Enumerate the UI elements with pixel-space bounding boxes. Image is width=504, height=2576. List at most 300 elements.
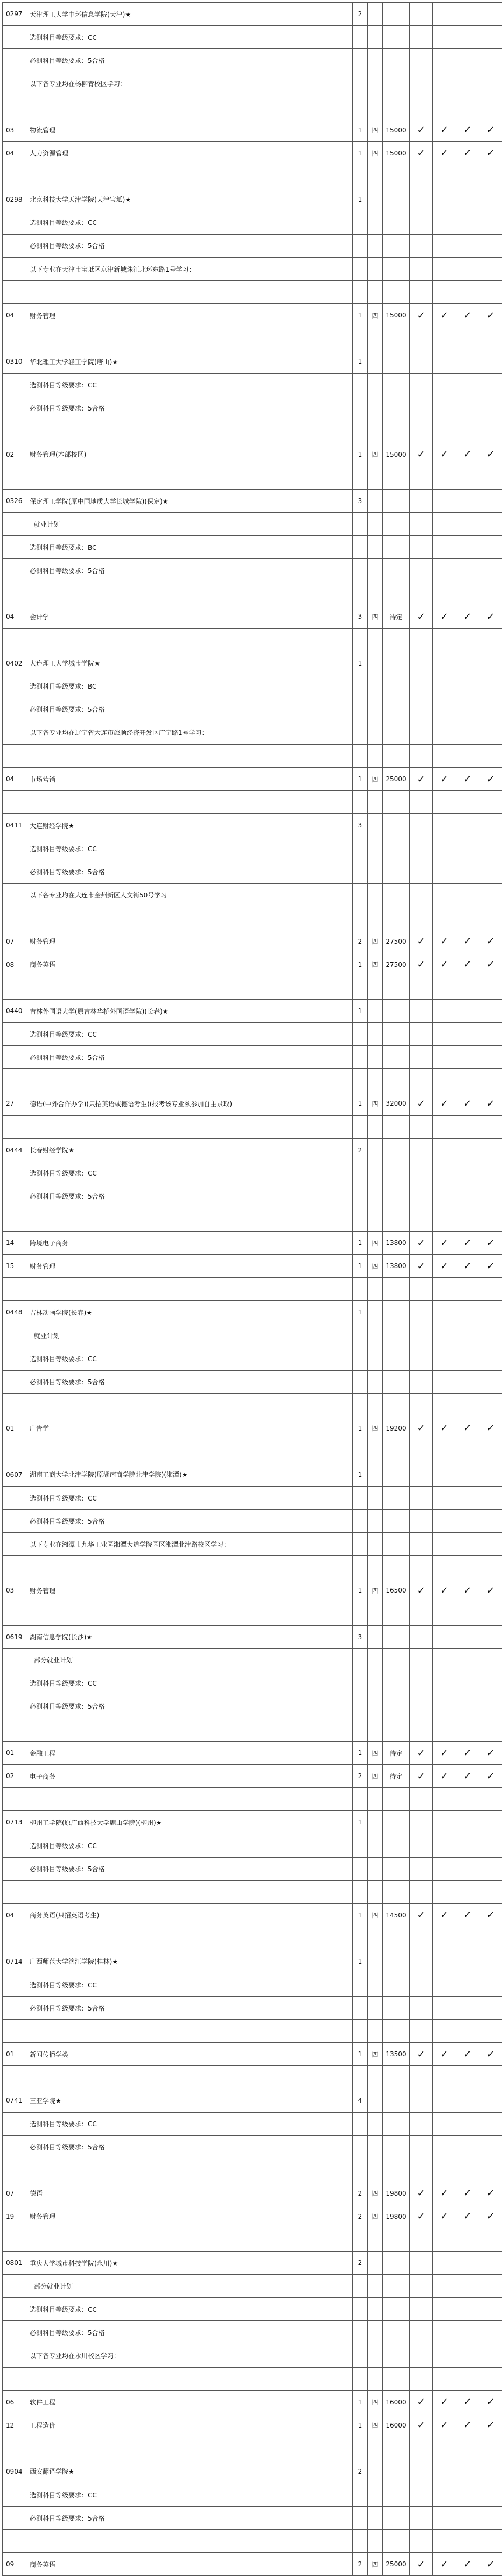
requirement-text: 选测科目等级要求：BC (26, 675, 353, 698)
major-tuition: 待定 (383, 1742, 410, 1765)
major-duration: 四 (368, 1765, 383, 1788)
school-name: 湖南工商大学北津学院(原湖南商学院北津学院)(湘潭)★ (26, 1463, 353, 1486)
check-mark: ✓ (410, 1092, 433, 1115)
check-mark: ✓ (479, 930, 502, 953)
school-name: 三亚学院★ (26, 2089, 353, 2112)
major-code: 03 (3, 1579, 26, 1602)
school-row (3, 2089, 502, 2112)
check-mark: ✓ (433, 2553, 456, 2576)
check-mark: ✓ (410, 605, 433, 628)
requirement-text: 以下各专业均在永川校区学习： (26, 2344, 353, 2367)
requirement-text: 以下专业在天津市宝坻区京津新城珠江北环东路1号学习： (26, 258, 353, 281)
requirement-row (3, 2112, 502, 2135)
requirement-row (3, 1510, 502, 1533)
requirement-text: 选测科目等级要求：CC (26, 837, 353, 860)
major-name: 软件工程 (26, 2390, 353, 2414)
check-mark: ✓ (456, 2414, 479, 2437)
requirement-row (3, 675, 502, 698)
major-code: 19 (3, 2205, 26, 2228)
check-mark: ✓ (433, 1579, 456, 1602)
check-mark: ✓ (456, 2043, 479, 2066)
school-row (3, 1950, 502, 1973)
spacer-row (3, 2159, 502, 2182)
major-row (3, 443, 502, 466)
major-code: 04 (3, 304, 26, 327)
requirement-text: 必测科目等级要求：5合格 (26, 698, 353, 721)
major-tuition: 待定 (383, 605, 410, 628)
major-code: 04 (3, 768, 26, 791)
requirement-row (3, 49, 502, 72)
check-mark: ✓ (456, 2205, 479, 2228)
check-mark: ✓ (410, 2182, 433, 2205)
major-duration: 四 (368, 2182, 383, 2205)
check-mark: ✓ (433, 1903, 456, 1927)
major-row (3, 1903, 502, 1927)
school-code: 0741 (3, 2089, 26, 2112)
school-row (3, 1625, 502, 1648)
major-name: 电子商务 (26, 1765, 353, 1788)
requirement-row (3, 1046, 502, 1069)
major-code: 04 (3, 1903, 26, 1927)
major-tuition: 13800 (383, 1231, 410, 1254)
requirement-row (3, 860, 502, 883)
major-row (3, 2390, 502, 2414)
major-tuition: 16000 (383, 2390, 410, 2414)
requirement-text: 必测科目等级要求：5合格 (26, 234, 353, 257)
school-name: 广西师范大学漓江学院(桂林)★ (26, 1950, 353, 1973)
major-code: 04 (3, 605, 26, 628)
spacer-row (3, 1556, 502, 1579)
major-duration: 四 (368, 768, 383, 791)
major-plan-count: 1 (353, 304, 368, 327)
major-tuition: 15000 (383, 118, 410, 141)
check-mark: ✓ (433, 605, 456, 628)
major-row (3, 2182, 502, 2205)
requirement-text: 必测科目等级要求：5合格 (26, 1510, 353, 1533)
check-mark: ✓ (456, 1903, 479, 1927)
major-plan-count: 3 (353, 605, 368, 628)
major-name: 财务管理 (26, 1255, 353, 1278)
check-mark: ✓ (456, 118, 479, 141)
requirement-row (3, 2507, 502, 2530)
major-duration: 四 (368, 953, 383, 976)
requirement-row (3, 211, 502, 234)
check-mark: ✓ (479, 2390, 502, 2414)
check-mark: ✓ (479, 141, 502, 165)
major-plan-count: 1 (353, 1742, 368, 1765)
major-plan-count: 1 (353, 1903, 368, 1927)
check-mark: ✓ (479, 1231, 502, 1254)
school-plan-count: 1 (353, 1000, 368, 1023)
requirement-row (3, 2483, 502, 2507)
school-row (3, 2252, 502, 2275)
check-mark: ✓ (479, 1742, 502, 1765)
requirement-text: 以下专业在湘潭市九华工业园湘潭大道学院园区湘潭北津路校区学习： (26, 1533, 353, 1556)
spacer-row (3, 95, 502, 118)
major-duration: 四 (368, 930, 383, 953)
check-mark: ✓ (456, 304, 479, 327)
check-mark: ✓ (433, 1255, 456, 1278)
school-name: 长春财经学院★ (26, 1138, 353, 1162)
spacer-row (3, 1440, 502, 1463)
spacer-row (3, 1788, 502, 1811)
school-name: 保定理工学院(原中国地质大学长城学院)(保定)★ (26, 489, 353, 512)
spacer-row (3, 791, 502, 814)
check-mark: ✓ (433, 2414, 456, 2437)
check-mark: ✓ (410, 2390, 433, 2414)
school-plan-count: 3 (353, 1625, 368, 1648)
school-row (3, 350, 502, 373)
major-duration: 四 (368, 2553, 383, 2576)
major-row (3, 1579, 502, 1602)
school-name: 北京科技大学天津学院(天津宝坻)★ (26, 188, 353, 211)
major-row (3, 1765, 502, 1788)
spacer-row (3, 582, 502, 605)
requirement-row (3, 2135, 502, 2159)
requirement-row (3, 2344, 502, 2367)
requirement-row (3, 258, 502, 281)
requirement-row (3, 1857, 502, 1880)
major-row (3, 953, 502, 976)
school-code: 0411 (3, 814, 26, 837)
check-mark: ✓ (433, 1742, 456, 1765)
major-code: 02 (3, 1765, 26, 1788)
school-name: 湖南信息学院(长沙)★ (26, 1625, 353, 1648)
check-mark: ✓ (456, 141, 479, 165)
school-row (3, 1463, 502, 1486)
spacer-row (3, 466, 502, 489)
major-code: 02 (3, 443, 26, 466)
check-mark: ✓ (433, 1417, 456, 1440)
check-mark: ✓ (433, 2182, 456, 2205)
check-mark: ✓ (433, 304, 456, 327)
spacer-row (3, 1880, 502, 1903)
major-row (3, 2553, 502, 2576)
check-mark: ✓ (479, 118, 502, 141)
major-row (3, 1231, 502, 1254)
school-code: 0904 (3, 2460, 26, 2483)
major-duration: 四 (368, 118, 383, 141)
school-code: 0448 (3, 1301, 26, 1324)
major-duration: 四 (368, 1417, 383, 1440)
plan-type-row (3, 2275, 502, 2298)
school-row (3, 3, 502, 26)
check-mark: ✓ (433, 768, 456, 791)
major-duration: 四 (368, 605, 383, 628)
school-plan-count: 1 (353, 350, 368, 373)
check-mark: ✓ (479, 2043, 502, 2066)
requirement-row (3, 1834, 502, 1857)
major-duration: 四 (368, 304, 383, 327)
requirement-text: 选测科目等级要求：CC (26, 1347, 353, 1370)
check-mark: ✓ (479, 2553, 502, 2576)
admission-plan-table (2, 2, 502, 2576)
major-row (3, 2414, 502, 2437)
major-duration: 四 (368, 1092, 383, 1115)
major-plan-count: 1 (353, 1255, 368, 1278)
major-tuition: 27500 (383, 953, 410, 976)
plan-type-row (3, 1648, 502, 1672)
requirement-text: 选测科目等级要求：CC (26, 1162, 353, 1185)
school-plan-count: 1 (353, 1463, 368, 1486)
major-plan-count: 2 (353, 2205, 368, 2228)
check-mark: ✓ (433, 953, 456, 976)
major-name: 商务英语(只招英语考生) (26, 1903, 353, 1927)
major-duration: 四 (368, 1579, 383, 1602)
check-mark: ✓ (410, 304, 433, 327)
school-row (3, 1000, 502, 1023)
school-code: 0619 (3, 1625, 26, 1648)
major-name: 金融工程 (26, 1742, 353, 1765)
check-mark: ✓ (456, 1765, 479, 1788)
spacer-row (3, 1278, 502, 1301)
major-code: 14 (3, 1231, 26, 1254)
spacer-row (3, 1069, 502, 1092)
requirement-text: 选测科目等级要求：CC (26, 373, 353, 397)
spacer-row (3, 1115, 502, 1138)
major-name: 财务管理 (26, 1579, 353, 1602)
check-mark: ✓ (433, 2205, 456, 2228)
school-code: 0440 (3, 1000, 26, 1023)
school-name: 柳州工学院(原广西科技大学鹿山学院)(柳州)★ (26, 1811, 353, 1834)
school-row (3, 2460, 502, 2483)
check-mark: ✓ (410, 1579, 433, 1602)
major-plan-count: 1 (353, 443, 368, 466)
school-row (3, 188, 502, 211)
school-plan-count: 1 (353, 1950, 368, 1973)
major-name: 德语(中外合作办学)(只招英语或德语考生)(报考该专业须参加自主录取) (26, 1092, 353, 1115)
check-mark: ✓ (479, 443, 502, 466)
spacer-row (3, 420, 502, 443)
requirement-row (3, 1672, 502, 1695)
check-mark: ✓ (456, 1742, 479, 1765)
check-mark: ✓ (410, 2205, 433, 2228)
requirement-text: 必测科目等级要求：5合格 (26, 1185, 353, 1208)
major-tuition: 19800 (383, 2205, 410, 2228)
check-mark: ✓ (433, 930, 456, 953)
major-duration: 四 (368, 2205, 383, 2228)
check-mark: ✓ (433, 118, 456, 141)
major-name: 财务管理 (26, 2205, 353, 2228)
school-code: 0801 (3, 2252, 26, 2275)
spacer-row (3, 1208, 502, 1231)
major-name: 人力资源管理 (26, 141, 353, 165)
check-mark: ✓ (433, 141, 456, 165)
check-mark: ✓ (479, 1417, 502, 1440)
requirement-row (3, 1997, 502, 2020)
major-code: 06 (3, 2390, 26, 2414)
school-row (3, 1811, 502, 1834)
requirement-row (3, 2298, 502, 2321)
school-code: 0402 (3, 652, 26, 675)
major-plan-count: 1 (353, 118, 368, 141)
check-mark: ✓ (410, 1903, 433, 1927)
requirement-row (3, 1695, 502, 1718)
major-plan-count: 1 (353, 2043, 368, 2066)
school-code: 0310 (3, 350, 26, 373)
requirement-row (3, 1533, 502, 1556)
requirement-row (3, 1487, 502, 1510)
spacer-row (3, 2437, 502, 2460)
major-duration: 四 (368, 2390, 383, 2414)
major-tuition: 25000 (383, 2553, 410, 2576)
requirement-row (3, 373, 502, 397)
major-duration: 四 (368, 2414, 383, 2437)
spacer-row (3, 2530, 502, 2553)
major-row (3, 141, 502, 165)
major-row (3, 1092, 502, 1115)
requirement-text: 以下各专业均在杨柳青校区学习： (26, 72, 353, 95)
check-mark: ✓ (479, 2205, 502, 2228)
major-plan-count: 1 (353, 2414, 368, 2437)
school-code: 0444 (3, 1138, 26, 1162)
major-plan-count: 1 (353, 1579, 368, 1602)
major-code: 03 (3, 118, 26, 141)
major-name: 德语 (26, 2182, 353, 2205)
major-plan-count: 1 (353, 1231, 368, 1254)
check-mark: ✓ (410, 930, 433, 953)
check-mark: ✓ (456, 1579, 479, 1602)
school-name: 重庆大学城市科技学院(永川)★ (26, 2252, 353, 2275)
requirement-row (3, 536, 502, 559)
school-name: 大连理工大学城市学院★ (26, 652, 353, 675)
check-mark: ✓ (410, 1231, 433, 1254)
major-plan-count: 1 (353, 2390, 368, 2414)
major-row (3, 768, 502, 791)
plan-type-row (3, 513, 502, 536)
major-tuition: 19800 (383, 2182, 410, 2205)
check-mark: ✓ (410, 953, 433, 976)
requirement-text: 选测科目等级要求：CC (26, 2298, 353, 2321)
major-tuition: 14500 (383, 1903, 410, 1927)
requirement-text: 选测科目等级要求：CC (26, 211, 353, 234)
requirement-text: 选测科目等级要求：CC (26, 1973, 353, 1996)
check-mark: ✓ (433, 2043, 456, 2066)
check-mark: ✓ (479, 1092, 502, 1115)
major-plan-count: 1 (353, 1417, 368, 1440)
check-mark: ✓ (410, 1742, 433, 1765)
spacer-row (3, 281, 502, 304)
check-mark: ✓ (456, 768, 479, 791)
requirement-text: 选测科目等级要求：CC (26, 2483, 353, 2507)
major-row (3, 304, 502, 327)
requirement-row (3, 698, 502, 721)
major-plan-count: 1 (353, 768, 368, 791)
plan-type-row (3, 1324, 502, 1347)
requirement-text: 选测科目等级要求：CC (26, 1672, 353, 1695)
requirement-row (3, 559, 502, 582)
check-mark: ✓ (410, 2414, 433, 2437)
major-name: 财务管理(本部校区) (26, 443, 353, 466)
major-row (3, 2043, 502, 2066)
major-code: 15 (3, 1255, 26, 1278)
requirement-text: 选测科目等级要求：CC (26, 26, 353, 49)
major-plan-count: 1 (353, 1092, 368, 1115)
major-tuition: 25000 (383, 768, 410, 791)
major-row (3, 930, 502, 953)
major-code: 07 (3, 2182, 26, 2205)
requirement-row (3, 883, 502, 907)
spacer-row (3, 2020, 502, 2043)
major-code: 01 (3, 1417, 26, 1440)
major-name: 商务英语 (26, 953, 353, 976)
requirement-text: 以下各专业均在辽宁省大连市旅顺经济开发区广宁路1号学习： (26, 721, 353, 744)
major-row (3, 2205, 502, 2228)
major-duration: 四 (368, 1742, 383, 1765)
spacer-row (3, 327, 502, 350)
requirement-row (3, 26, 502, 49)
spacer-row (3, 628, 502, 652)
requirement-text: 选测科目等级要求：CC (26, 1834, 353, 1857)
spacer-row (3, 1927, 502, 1950)
school-row (3, 489, 502, 512)
check-mark: ✓ (479, 768, 502, 791)
school-plan-count: 2 (353, 2460, 368, 2483)
major-duration: 四 (368, 2043, 383, 2066)
school-plan-count: 2 (353, 1138, 368, 1162)
requirement-text: 必测科目等级要求：5合格 (26, 1857, 353, 1880)
major-duration: 四 (368, 141, 383, 165)
school-plan-count: 4 (353, 2089, 368, 2112)
major-name: 财务管理 (26, 304, 353, 327)
check-mark: ✓ (479, 1903, 502, 1927)
requirement-text: 必测科目等级要求：5合格 (26, 860, 353, 883)
check-mark: ✓ (410, 2553, 433, 2576)
major-plan-count: 1 (353, 953, 368, 976)
major-name: 物流管理 (26, 118, 353, 141)
major-duration: 四 (368, 443, 383, 466)
check-mark: ✓ (410, 2043, 433, 2066)
check-mark: ✓ (410, 1417, 433, 1440)
check-mark: ✓ (456, 1231, 479, 1254)
school-plan-count: 1 (353, 1301, 368, 1324)
major-name: 新闻传播学类 (26, 2043, 353, 2066)
check-mark: ✓ (479, 2182, 502, 2205)
major-duration: 四 (368, 1231, 383, 1254)
school-name: 吉林动画学院(长春)★ (26, 1301, 353, 1324)
major-name: 商务英语 (26, 2553, 353, 2576)
requirement-row (3, 2321, 502, 2344)
check-mark: ✓ (433, 1765, 456, 1788)
major-tuition: 13500 (383, 2043, 410, 2066)
school-plan-count: 1 (353, 652, 368, 675)
check-mark: ✓ (410, 1765, 433, 1788)
school-name: 西安翻译学院★ (26, 2460, 353, 2483)
requirement-text: 选测科目等级要求：CC (26, 1023, 353, 1046)
check-mark: ✓ (456, 605, 479, 628)
spacer-row (3, 165, 502, 188)
spacer-row (3, 2066, 502, 2089)
major-tuition: 27500 (383, 930, 410, 953)
school-plan-count: 3 (353, 814, 368, 837)
school-plan-count: 1 (353, 188, 368, 211)
major-code: 01 (3, 1742, 26, 1765)
major-tuition: 待定 (383, 1765, 410, 1788)
major-plan-count: 2 (353, 1765, 368, 1788)
check-mark: ✓ (479, 605, 502, 628)
check-mark: ✓ (456, 443, 479, 466)
requirement-text: 选测科目等级要求：CC (26, 1487, 353, 1510)
requirement-row (3, 1023, 502, 1046)
requirement-row (3, 1370, 502, 1393)
spacer-row (3, 976, 502, 999)
major-name: 跨境电子商务 (26, 1231, 353, 1254)
check-mark: ✓ (479, 2414, 502, 2437)
major-row (3, 1255, 502, 1278)
check-mark: ✓ (433, 443, 456, 466)
school-row (3, 652, 502, 675)
plan-type-note: 部分就业计划 (26, 2275, 353, 2298)
